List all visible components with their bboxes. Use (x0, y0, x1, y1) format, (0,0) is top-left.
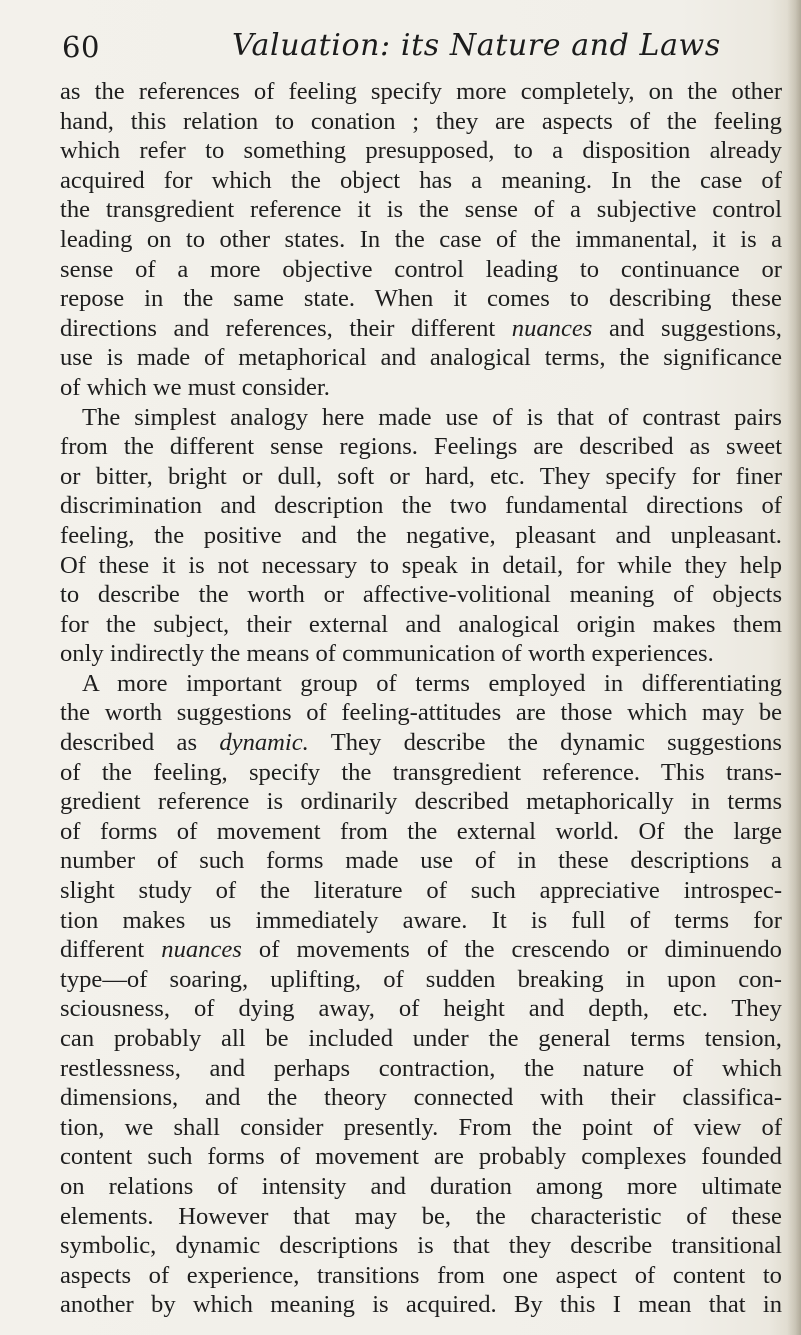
text-line: only indirectly the means of communication of worth experiences. (60, 640, 714, 668)
text-line: gredient reference is ordinarily described metaphorically in terms (60, 788, 783, 816)
text-line: repose in the same state. When it comes to describing these (60, 285, 782, 313)
text-line: for the subject, their external and analogical origin makes them (60, 610, 782, 638)
paragraph (60, 669, 782, 1320)
text-line: feeling, the positive and the negative, pleasant and unpleasant. (60, 521, 782, 549)
text-line: the worth suggestions of feeling-attitudes are those which may be (60, 699, 783, 727)
page-edge-shadow (787, 0, 801, 1335)
text-line: the transgredient reference it is the sense of a subjective control (60, 196, 782, 224)
page-header (62, 24, 792, 72)
text-line: use is made of metaphorical and analogical terms, the significance (60, 344, 783, 372)
text-line: dimensions, and the theory connected with their classifica- (60, 1084, 783, 1112)
text-line: A more important group of terms employed in differentiating (82, 669, 782, 697)
text-line: of the feeling, specify the transgredient reference. This trans- (60, 758, 782, 786)
text-line: The simplest analogy here made use of is that of contrast pairs (82, 403, 782, 431)
text-line: leading on to other states. In the case of the immanental, it is a (60, 225, 783, 253)
text-line: acquired for which the object has a meaning. In the case of (60, 166, 782, 194)
text-line: number of such forms made use of in these descriptions a (60, 847, 782, 875)
text-line: tion, we shall consider presently. From the point of view of (60, 1113, 783, 1141)
text-line: to describe the worth or affective-volitional meaning of objects (60, 581, 783, 609)
text-line: from the different sense regions. Feelings are described as sweet (60, 433, 783, 461)
text-line: Of these it is not necessary to speak in detail, for while they help (60, 551, 783, 579)
text-line: type—of soaring, uplifting, of sudden breaking in upon con- (60, 965, 782, 993)
text-line: which refer to something presupposed, to a disposition already (60, 137, 783, 165)
text-line: on relations of intensity and duration among more ultimate (60, 1172, 782, 1200)
text-line: can probably all be included under the general terms tension, (60, 1025, 782, 1052)
text-line: hand, this relation to conation ; they are aspects of the feeling (60, 107, 782, 135)
text-line: elements. However that may be, the characteristic of these (60, 1202, 782, 1230)
paragraph (60, 403, 782, 669)
paragraph (60, 77, 782, 403)
text-line: of which we must consider. (60, 373, 330, 401)
text-line: of forms of movement from the external world. Of the large (60, 817, 783, 845)
text-line: different nuances of movements of the crescendo or diminuendo (60, 936, 782, 964)
running-head: Valuation: its Nature and Laws (232, 28, 721, 63)
text-line: tion makes us immediately aware. It is full of terms for (60, 906, 782, 934)
text-line: discrimination and description the two fundamental directions of (60, 492, 782, 520)
text-line: symbolic, dynamic descriptions is that they describe transitional (60, 1232, 782, 1260)
text-line: another by which meaning is acquired. By this I mean that in (60, 1291, 783, 1319)
text-line: content such forms of movement are probably complexes founded (60, 1143, 782, 1171)
text-line: restlessness, and perhaps contraction, the nature of which (60, 1054, 782, 1082)
text-line: sciousness, of dying away, of height and depth, etc. They (60, 995, 782, 1023)
text-line: or bitter, bright or dull, soft or hard, etc. They specify for finer (60, 462, 783, 490)
text-line: sense of a more objective control leading to continuance or (60, 255, 782, 283)
body-text (60, 77, 782, 1320)
text-line: aspects of experience, transitions from one aspect of content to (60, 1261, 782, 1289)
text-line: directions and references, their different nuances and suggestions, (60, 314, 782, 342)
page-number: 60 (62, 30, 100, 64)
text-line: described as dynamic. They describe the dynamic suggestions (60, 729, 782, 757)
text-line: slight study of the literature of such appreciative introspec- (60, 877, 783, 905)
text-line: as the references of feeling specify more completely, on the other (60, 78, 783, 105)
